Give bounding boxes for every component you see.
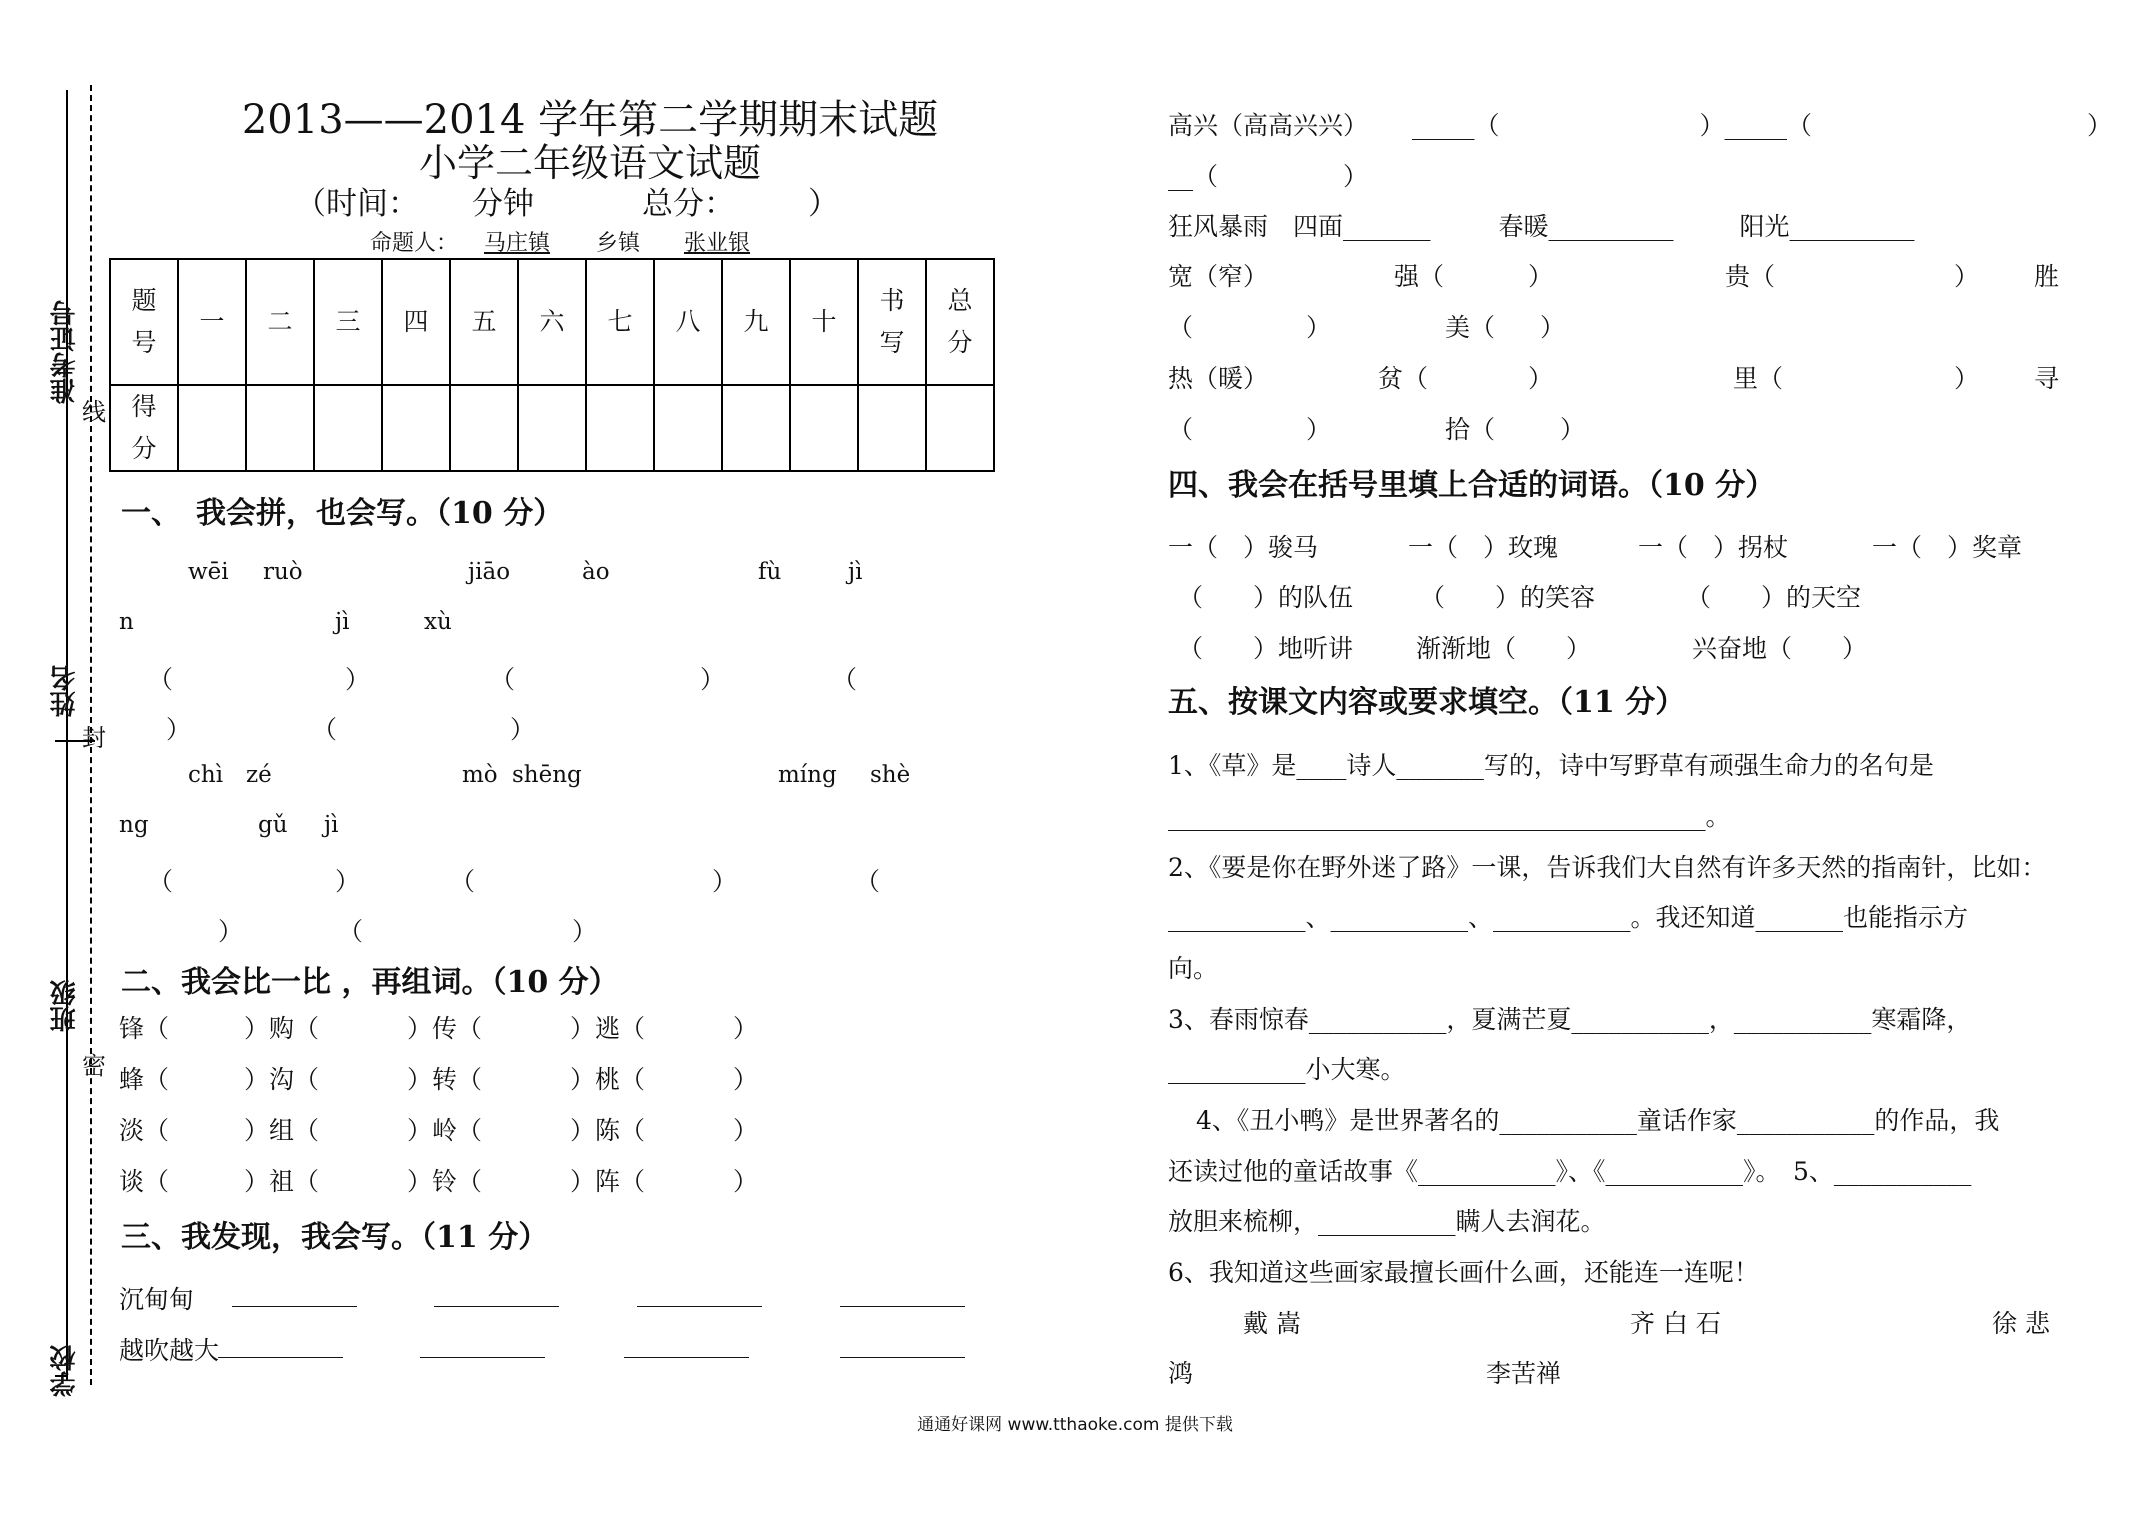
score-input-cell[interactable] bbox=[722, 385, 790, 471]
section3-example-text: 高兴（高高兴兴） bbox=[1168, 111, 1369, 140]
answer-paren: （ bbox=[312, 715, 338, 744]
compare-word: ）组（ bbox=[244, 1116, 320, 1145]
answer-blank: __________ bbox=[218, 1329, 343, 1358]
score-input-cell[interactable] bbox=[654, 385, 722, 471]
answer-paren: ） bbox=[510, 715, 536, 744]
score-input-cell[interactable] bbox=[926, 385, 994, 471]
score-input-cell[interactable] bbox=[586, 385, 654, 471]
pinyin-syllable: jì bbox=[335, 609, 350, 635]
answer-blank: __________ bbox=[434, 1278, 559, 1307]
score-table-score-row bbox=[110, 385, 994, 471]
score-header-cell: 一 bbox=[178, 259, 246, 385]
pinyin-syllable: xù bbox=[424, 609, 452, 635]
margin-feng: 封 bbox=[82, 724, 106, 752]
section5-q4c: 放胆来梳柳，___________瞒人去润花。 bbox=[1168, 1207, 1606, 1236]
opposite-word: ） bbox=[1528, 364, 1554, 393]
opposite-word: ） bbox=[1954, 364, 1980, 393]
answer-blank: __________ bbox=[232, 1278, 357, 1307]
compare-word: ）传（ bbox=[407, 1014, 483, 1043]
answer-paren: ） bbox=[335, 867, 361, 896]
score-header-cell: 八 bbox=[654, 259, 722, 385]
phrase-item: 兴奋地（ ） bbox=[1692, 634, 1868, 663]
margin-name-label: 姓名 bbox=[50, 665, 80, 717]
compare-word: ）桃（ bbox=[570, 1065, 646, 1094]
compare-word: ）阵（ bbox=[570, 1167, 646, 1196]
opposite-word: 热（暖） bbox=[1168, 364, 1269, 393]
painter-1: 戴 嵩 bbox=[1243, 1309, 1301, 1338]
section3-row2 bbox=[1168, 207, 1914, 243]
painter-3: 徐 悲 bbox=[1992, 1309, 2050, 1338]
score-header-cell: 十 bbox=[790, 259, 858, 385]
answer-paren: （ bbox=[450, 867, 476, 896]
compare-word: ）铃（ bbox=[407, 1167, 483, 1196]
opposite-word: ） bbox=[1954, 262, 1980, 291]
pinyin-syllable: jiāo bbox=[468, 559, 511, 585]
phrase-item: （ ）的天空 bbox=[1686, 583, 1862, 612]
opposite-word: （ bbox=[1168, 415, 1194, 444]
opposite-word: ） bbox=[1560, 415, 1586, 444]
answer-paren: （ bbox=[490, 665, 516, 694]
section1-title: 一、 我会拼，也会写。（10 分） bbox=[121, 496, 564, 531]
measure-word-item: 一（ ）奖章 bbox=[1872, 533, 2023, 562]
pinyin-syllable: jì bbox=[848, 559, 863, 585]
pinyin-syllable: mò bbox=[462, 762, 498, 788]
section5-title: 五、按课文内容或要求填空。（11 分） bbox=[1168, 685, 1686, 720]
score-input-cell[interactable] bbox=[858, 385, 926, 471]
score-input-cell[interactable] bbox=[382, 385, 450, 471]
score-header-cell: 九 bbox=[722, 259, 790, 385]
pattern-word: 越吹越大 bbox=[119, 1336, 220, 1365]
score-header-cell: 六 bbox=[518, 259, 586, 385]
score-header-cell: 七 bbox=[586, 259, 654, 385]
opposite-word: 美（ bbox=[1445, 313, 1496, 342]
section2-title: 二、我会比一比 ，再组词。（10 分） bbox=[121, 965, 619, 1000]
opposite-word: ） bbox=[1306, 415, 1332, 444]
answer-paren: ） bbox=[700, 665, 726, 694]
margin-tick-2 bbox=[55, 1375, 67, 1377]
exam-title: 2013——2014 学年第二学期期末试题 bbox=[241, 97, 939, 143]
score-header-cell: 书 写 bbox=[858, 259, 926, 385]
answer-paren: ） bbox=[345, 665, 371, 694]
compare-word: ）沟（ bbox=[244, 1065, 320, 1094]
measure-word-item: 一（ ）骏马 bbox=[1168, 533, 1319, 562]
setter-name: 张业银 bbox=[684, 231, 751, 256]
score-input-cell[interactable] bbox=[790, 385, 858, 471]
answer-paren: （ bbox=[148, 665, 174, 694]
phrase-item: 渐渐地（ ） bbox=[1416, 634, 1592, 663]
section5-q2b: ___________、___________、___________。我还知道_______也能指示方 bbox=[1168, 903, 1969, 932]
opposite-word: 拾（ bbox=[1445, 415, 1496, 444]
measure-word-item: 一（ ）拐杖 bbox=[1638, 533, 1789, 562]
opposite-word: 里（ bbox=[1733, 364, 1784, 393]
answer-paren: ） bbox=[712, 867, 738, 896]
answer-blank: __________ bbox=[637, 1278, 762, 1307]
phrase-item: （ ）的笑容 bbox=[1420, 583, 1596, 612]
compare-word: ）祖（ bbox=[244, 1167, 320, 1196]
opposite-word: 寻 bbox=[2034, 364, 2060, 393]
pinyin-syllable: jì bbox=[324, 812, 339, 838]
score-input-cell[interactable] bbox=[178, 385, 246, 471]
pinyin-syllable: shè bbox=[870, 762, 911, 788]
answer-blank: __________ bbox=[624, 1329, 749, 1358]
compare-word: ）转（ bbox=[407, 1065, 483, 1094]
section5-q3b: ___________小大寒。 bbox=[1168, 1055, 1406, 1084]
compare-word: 蜂（ bbox=[119, 1065, 170, 1094]
opposite-word: ） bbox=[1540, 313, 1566, 342]
compare-word: ）陈（ bbox=[570, 1116, 646, 1145]
measure-word-item: 一（ ）玫瑰 bbox=[1408, 533, 1559, 562]
compare-word: ） bbox=[733, 1014, 759, 1043]
setter-town-suffix: 乡镇 bbox=[596, 231, 641, 256]
phrase-item: （ ）的队伍 bbox=[1178, 583, 1354, 612]
compare-word: ）购（ bbox=[244, 1014, 320, 1043]
section5-q1b: ___________________________________________。 bbox=[1168, 802, 1731, 831]
answer-paren: ） bbox=[572, 917, 598, 946]
pinyin-syllable: gǔ bbox=[258, 812, 288, 838]
section3-row2-blank-c: __________ bbox=[1789, 212, 1915, 241]
compare-word: ） bbox=[733, 1167, 759, 1196]
opposite-word: ） bbox=[1306, 313, 1332, 342]
margin-class-label: 班级 bbox=[50, 980, 80, 1032]
pattern-word: 沉甸甸 bbox=[119, 1285, 195, 1314]
score-header-cell: 总 分 bbox=[926, 259, 994, 385]
opposite-word: 贵（ bbox=[1725, 262, 1776, 291]
score-input-cell[interactable] bbox=[518, 385, 586, 471]
answer-paren: （ bbox=[338, 917, 364, 946]
score-input-cell[interactable] bbox=[314, 385, 382, 471]
section3-row2-blank-b: __________ bbox=[1548, 212, 1674, 241]
total-label: 总分： bbox=[642, 186, 735, 222]
compare-word: 锋（ bbox=[119, 1014, 170, 1043]
score-table-header-row bbox=[110, 259, 994, 385]
section5-q2c: 向。 bbox=[1168, 954, 1219, 983]
painter-4: 李苦禅 bbox=[1486, 1359, 1562, 1388]
pinyin-syllable: ào bbox=[582, 559, 610, 585]
section5-q2: 2、《要是你在野外迷了路》一课，告诉我们大自然有许多天然的指南针，比如： bbox=[1168, 853, 2047, 882]
score-input-cell[interactable] bbox=[450, 385, 518, 471]
section3-example-cont: __（ ） bbox=[1168, 162, 1369, 191]
score-header-cell: 四 bbox=[382, 259, 450, 385]
compare-word: 谈（ bbox=[119, 1167, 170, 1196]
score-table bbox=[109, 258, 995, 472]
opposite-word: （ bbox=[1168, 313, 1194, 342]
answer-paren: （ bbox=[148, 867, 174, 896]
margin-mi: 密 bbox=[82, 1052, 106, 1080]
pinyin-syllable: ruò bbox=[263, 559, 303, 585]
answer-paren: （ bbox=[855, 867, 881, 896]
section5-q3: 3、春雨惊春___________，夏满芒夏___________，___________寒霜降， bbox=[1168, 1005, 1972, 1034]
pinyin-syllable: míng bbox=[778, 762, 837, 788]
margin-exam-id-label: 准考证号 bbox=[50, 300, 80, 404]
section3-row2-b: 春暖 bbox=[1498, 212, 1549, 241]
setter-label: 命题人： bbox=[370, 231, 459, 256]
section3-example bbox=[1168, 106, 2112, 142]
score-header-cell: 五 bbox=[450, 259, 518, 385]
section1-line-n: n bbox=[119, 609, 134, 635]
setter-town: 马庄镇 bbox=[484, 231, 551, 256]
margin-xian: 线 bbox=[82, 398, 106, 426]
painter-2: 齐 白 石 bbox=[1630, 1309, 1721, 1338]
score-header-cell: 二 bbox=[246, 259, 314, 385]
answer-blank: __________ bbox=[840, 1278, 965, 1307]
margin-school-label: 学校 bbox=[50, 1345, 80, 1397]
phrase-item: （ ）地听讲 bbox=[1178, 634, 1354, 663]
answer-blank: __________ bbox=[840, 1329, 965, 1358]
margin-tick-1 bbox=[55, 740, 95, 742]
section5-q4: 4、《丑小鸭》是世界著名的___________童话作家___________的作品，我 bbox=[1196, 1106, 2000, 1135]
section3-row2-blank-a: _______ bbox=[1343, 212, 1431, 241]
answer-paren: ） bbox=[166, 715, 192, 744]
compare-word: ） bbox=[733, 1116, 759, 1145]
opposite-word: 贫（ bbox=[1378, 364, 1429, 393]
section4-title: 四、我会在括号里填上合适的词语。（10 分） bbox=[1168, 468, 1776, 503]
section5-q4b: 还读过他的童话故事《___________》、《___________》。 5、___________ bbox=[1168, 1157, 1972, 1186]
exam-subtitle: 小学二年级语文试题 bbox=[418, 141, 761, 185]
opposite-word: 胜 bbox=[2034, 262, 2060, 291]
opposite-word: 强（ bbox=[1394, 262, 1445, 291]
compare-word: ） bbox=[733, 1065, 759, 1094]
answer-paren: ） bbox=[218, 917, 244, 946]
minutes-label: 分钟 bbox=[472, 186, 534, 222]
score-input-cell[interactable] bbox=[246, 385, 314, 471]
total-close: ） bbox=[808, 186, 839, 222]
section1-line-ng: ng bbox=[119, 812, 149, 838]
score-header-label: 题 号 bbox=[110, 259, 178, 385]
section3-example-blanks: _____（ ）_____（ ） bbox=[1411, 111, 2112, 140]
pinyin-syllable: fù bbox=[758, 559, 782, 585]
section5-q1: 1、《草》是____诗人_______写的，诗中写野草有顽强生命力的名句是 bbox=[1168, 751, 1934, 780]
compare-word: ）逃（ bbox=[570, 1014, 646, 1043]
score-header-cell: 三 bbox=[314, 259, 382, 385]
opposite-word: ） bbox=[1528, 262, 1554, 291]
painter-3-cont: 鸿 bbox=[1168, 1359, 1194, 1388]
compare-word: ）岭（ bbox=[407, 1116, 483, 1145]
pinyin-syllable: chì bbox=[188, 762, 224, 788]
compare-word: 淡（ bbox=[119, 1116, 170, 1145]
score-row-label: 得 分 bbox=[110, 385, 178, 471]
answer-blank: __________ bbox=[420, 1329, 545, 1358]
section3-row2-a: 狂风暴雨 四面 bbox=[1168, 212, 1344, 241]
section3-title: 三、我发现，我会写。（11 分） bbox=[121, 1220, 549, 1255]
section5-q6: 6、我知道这些画家最擅长画什么画，还能连一连呢！ bbox=[1168, 1258, 1759, 1287]
pinyin-syllable: shēng bbox=[512, 762, 582, 788]
pinyin-syllable: zé bbox=[246, 762, 272, 788]
pinyin-syllable: wēi bbox=[188, 559, 229, 585]
page-footer: 通通好课网 www.tthaoke.com 提供下载 bbox=[917, 1415, 1233, 1435]
section3-row2-c: 阳光 bbox=[1739, 212, 1790, 241]
margin-line-outer bbox=[66, 90, 68, 1380]
opposite-word: 宽（窄） bbox=[1168, 262, 1269, 291]
time-label: （时间： bbox=[295, 186, 419, 222]
answer-paren: （ bbox=[832, 665, 858, 694]
